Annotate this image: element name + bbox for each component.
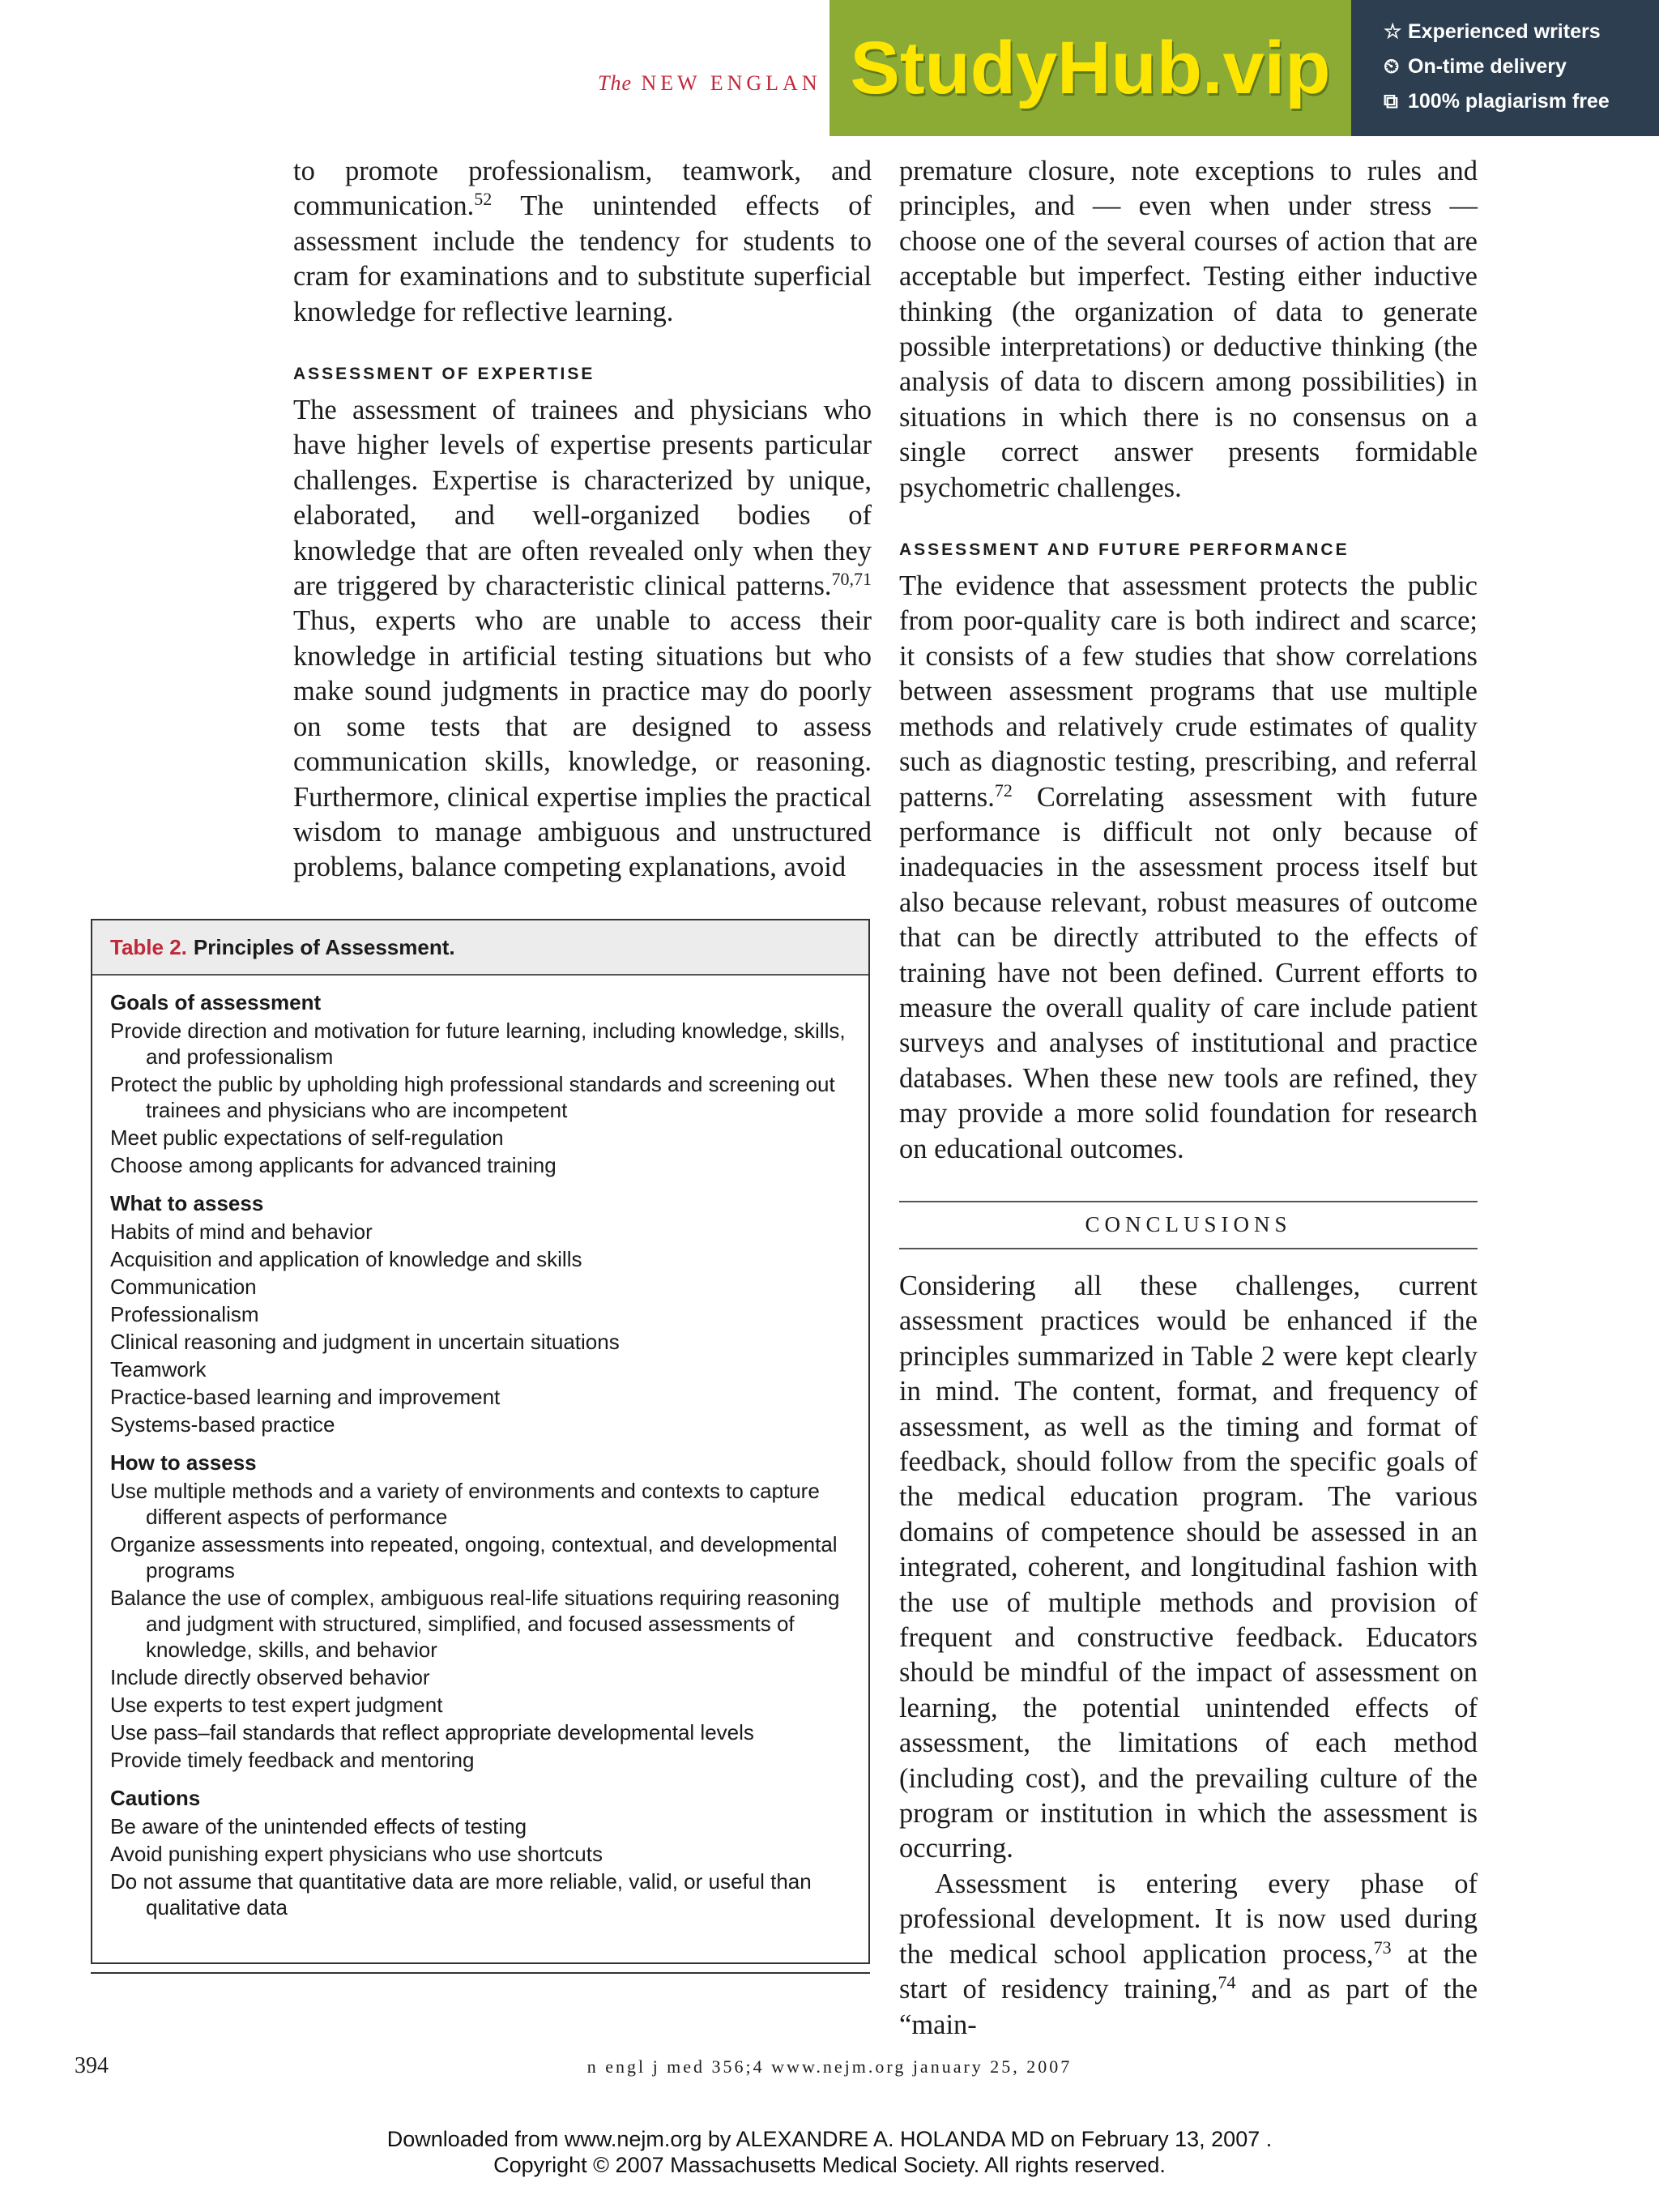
citation-ref: 73	[1373, 1937, 1392, 1958]
future-performance-paragraph: The evidence that assessment protects the public from poor-quality care is both indirect and scarce; it consists of a few studies that show correlations between assessment programs that use multiple methods and relatively crude estimates of quality such as diagnostic testing, prescribing, and referral patterns.$^{72}$ Correlating assessment with future performance is difficult not only because of inadequacies in the assessment process itself but also because relevant, robust measures of outcome that can be directly attributed to the effects of training have not been defined. Current efforts to measure the overall quality of care include patient surveys and analyses of institutional and practice databases. When these new tools are refined, they may provide a more solid foundation for research on educational outcomes.	[899, 570, 1478, 1164]
journal-prefix: The	[598, 71, 632, 95]
right-column	[899, 154, 1478, 2043]
copyright-line: Copyright © 2007 Massachusetts Medical Society. All rights reserved.	[493, 2153, 1166, 2177]
table-item: Include directly observed behavior	[110, 1665, 430, 1689]
table-item: Acquisition and application of knowledge and skills	[110, 1247, 582, 1271]
table-item: Habits of mind and behavior	[110, 1219, 373, 1244]
table-item: Provide timely feedback and mentoring	[110, 1748, 475, 1772]
download-line: Downloaded from www.nejm.org by ALEXANDRE A. HOLANDA MD on February 13, 2007 .	[386, 2127, 1273, 2151]
table-section-heading: Goals of assessment	[110, 990, 322, 1014]
table-body	[92, 976, 868, 1920]
table-item: Communication	[110, 1275, 257, 1299]
table-item: Teamwork	[110, 1357, 207, 1381]
table-number: Table 2.	[110, 934, 187, 959]
table-section-heading: What to assess	[110, 1191, 264, 1215]
table-item: Do not assume that quantitative data are more reliable, valid, or useful than qualitative data	[110, 1869, 812, 1919]
table-item: Professionalism	[110, 1302, 259, 1326]
ad-feature	[1384, 55, 1659, 79]
intro-paragraph: to promote professionalism, teamwork, and communication.$^{52}$ The unintended effects of assessment include the tendency for students to cram for examinations and to substitute superficial knowledge for reflective learning.	[293, 156, 872, 327]
table-item: Use multiple methods and a variety of environments and contexts to capture different aspects of performance	[110, 1479, 820, 1529]
ad-feature-label: On-time delivery	[1408, 55, 1567, 78]
ad-feature-label: 100% plagiarism free	[1408, 90, 1610, 113]
section-heading-future-performance: ASSESSMENT AND FUTURE PERFORMANCE	[899, 540, 1350, 560]
clock-icon: ⏲	[1384, 55, 1400, 78]
copy-icon: ⧉	[1384, 90, 1398, 113]
journal-header	[598, 71, 821, 96]
journal-citation: n engl j med 356;4 www.nejm.org january 25, 2007	[586, 2056, 1073, 2077]
table-section-heading: How to assess	[110, 1450, 257, 1475]
table-item: Meet public expectations of self-regulation	[110, 1125, 504, 1150]
table-item: Organize assessments into repeated, ongoing, contextual, and developmental programs	[110, 1532, 838, 1582]
table-item: Balance the use of complex, ambiguous real-life situations requiring reasoning and judgment with structured, simplified, and focused assessments of knowledge, skills, and behavior	[110, 1586, 840, 1662]
table-caption: Principles of Assessment.	[193, 934, 455, 959]
left-column	[293, 154, 872, 886]
citation-ref: 70,71	[831, 569, 872, 590]
table-item: Provide direction and motivation for future learning, including knowledge, skills, and professionalism	[110, 1018, 846, 1069]
conclusions-paragraph: Assessment is entering every phase of professional development. It is now used during the medical school application process,$^{73}$ at the start of residency training,$^{74}$ and as part of the “main-	[899, 1868, 1478, 2040]
table-item: Choose among applicants for advanced training	[110, 1153, 557, 1177]
table-item: Clinical reasoning and judgment in uncertain situations	[110, 1330, 620, 1354]
table-item: Use experts to test expert judgment	[110, 1693, 443, 1717]
ad-feature	[1384, 90, 1659, 113]
continuation-paragraph: premature closure, note exceptions to rules and principles, and — even when under stress — choose one of the several courses of action that are acceptable but imperfect. Testing either inductive thinking (the organization of data to generate possible interpretations) or deductive thinking (the analysis of data to discern among possibilities) in situations in which there is no consensus on a single correct answer presents formidable psychometric challenges.	[899, 156, 1478, 503]
ad-feature-list	[1351, 0, 1659, 136]
citation-ref: 74	[1218, 1972, 1236, 1993]
table-item: Use pass–fail standards that reflect appropriate developmental levels	[110, 1720, 754, 1744]
citation-ref: 72	[994, 779, 1013, 801]
table-item: Avoid punishing expert physicians who use shortcuts	[110, 1842, 603, 1866]
conclusions-paragraph: Considering all these challenges, current assessment practices would be enhanced if the principles summarized in Table 2 were kept clearly in mind. The content, format, and frequency of assessment, as well as the timing and format of feedback, should follow from the specific goals of the medical education program. The various domains of competence should be assessed in an integrated, coherent, and longitudinal fashion with the use of multiple methods and provision of frequent and constructive feedback. Educators should be mindful of the impact of assessment on learning, the potential unintended effects of assessment, the limitations of each method (including cost), and the prevailing culture of the program or institution in which the assessment is occurring.	[899, 1270, 1478, 1864]
principles-table	[91, 919, 870, 1964]
table-bottom-rule	[91, 1972, 870, 1974]
ad-brand-logo[interactable]: StudyHub.vip	[830, 0, 1351, 136]
ad-banner[interactable]	[830, 0, 1659, 136]
table-title	[92, 920, 868, 976]
ad-feature	[1384, 19, 1659, 44]
table-item: Practice-based learning and improvement	[110, 1385, 501, 1409]
expertise-paragraph: The assessment of trainees and physicians who have higher levels of expertise presents particular challenges. Expertise is characterized by unique, elaborated, and well-organized bodies of knowledge that are often revealed only when they are triggered by characteristic clinical patterns.$^{70,71}$ Thus, experts who are unable to access their knowledge in artificial testing situations but who make sound judgments in practice may do poorly on some tests that are designed to assess communication skills, knowledge, or reasoning. Furthermore, clinical expertise implies the practical wisdom to manage ambiguous and unstructured problems, balance competing explanations, avoid	[293, 395, 872, 883]
star-outline-icon: ☆	[1384, 20, 1402, 43]
section-heading-conclusions: CONCLUSIONS	[899, 1201, 1478, 1249]
journal-name: NEW ENGLAN	[641, 71, 821, 95]
citation-ref: 52	[474, 189, 493, 210]
table-section-heading: Cautions	[110, 1786, 201, 1810]
table-item: Be aware of the unintended effects of testing	[110, 1814, 527, 1838]
page-number: 394	[75, 2053, 109, 2078]
section-heading-expertise: ASSESSMENT OF EXPERTISE	[293, 365, 595, 384]
download-notice	[0, 2126, 1659, 2178]
ad-feature-label: Experienced writers	[1408, 20, 1601, 43]
table-item: Systems-based practice	[110, 1412, 335, 1437]
table-item: Protect the public by upholding high professional standards and screening out trainees and physicians who are incompetent	[110, 1072, 835, 1122]
